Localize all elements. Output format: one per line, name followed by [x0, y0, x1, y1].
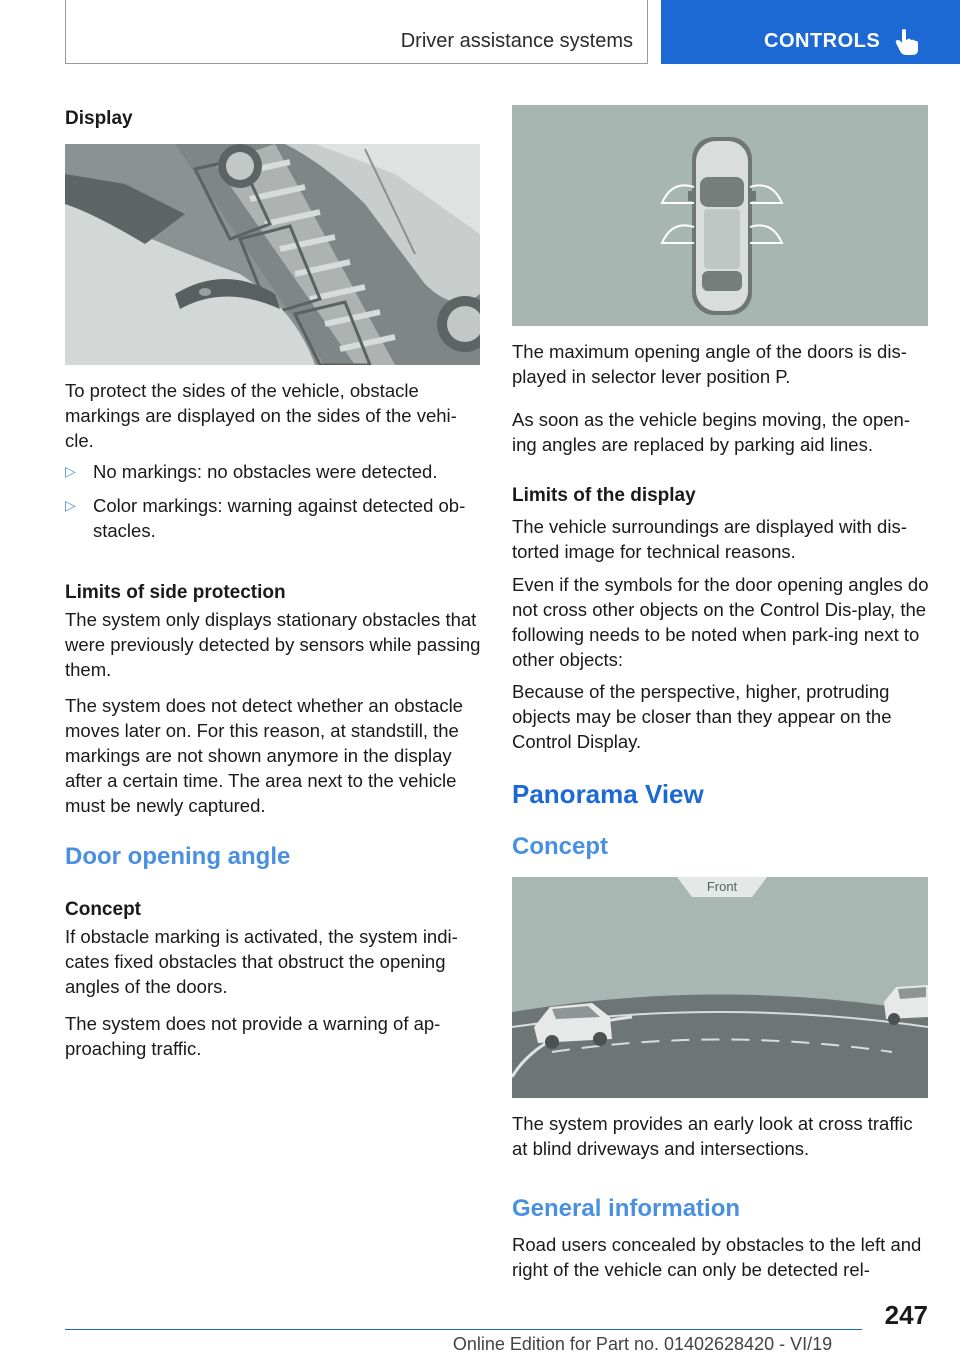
- page-number: 247: [884, 1300, 928, 1330]
- header-section-box: [65, 0, 648, 64]
- side-protection-display-image: [65, 144, 480, 365]
- front-label: Front: [706, 879, 738, 894]
- bullet-triangle-icon: ▷: [65, 463, 76, 479]
- header-tab-label: CONTROLS: [764, 30, 881, 52]
- door-concept-heading: Concept: [65, 899, 141, 920]
- pointing-hand-icon: [894, 28, 920, 56]
- right-p2: As soon as the vehicle begins moving, the open-ing angles are replaced by parking aid lines.: [512, 409, 910, 455]
- limits-display-p2: Even if the symbols for the door opening angles do not cross other objects on the Control Dis-play, the following needs to be noted when park-ing next to other objects:: [512, 574, 929, 670]
- panorama-view-image: [512, 877, 928, 1098]
- panorama-concept-heading: Concept: [512, 833, 608, 860]
- limits-display-heading: Limits of the display: [512, 485, 696, 506]
- right-p1: The maximum opening angle of the doors is dis-played in selector lever position P.: [512, 341, 907, 387]
- panorama-concept-p: The system provides an early look at cross traffic at blind driveways and intersections.: [512, 1113, 913, 1159]
- door-opening-angle-image: [512, 105, 928, 326]
- footer-divider: [65, 1329, 862, 1330]
- door-concept-p2: The system does not provide a warning of ap-proaching traffic.: [65, 1013, 441, 1059]
- general-information-heading: General information: [512, 1195, 741, 1222]
- limits-display-p1: The vehicle surroundings are displayed with dis-torted image for technical reasons.: [512, 516, 907, 562]
- display-intro: To protect the sides of the vehicle, obstacle markings are displayed on the sides of the vehi-cle.: [65, 380, 457, 451]
- general-information-p: Road users concealed by obstacles to the left and right of the vehicle can only be detected rel-: [512, 1234, 922, 1280]
- limits-side-protection-p1: The system only displays stationary obstacles that were previously detected by sensors while passing them.: [65, 609, 481, 680]
- header-section-title: Driver assistance systems: [400, 30, 633, 52]
- limits-display-p3: Because of the perspective, higher, protruding objects may be closer than they appear on the Control Display.: [512, 681, 892, 752]
- footer-edition-wrapper: [0, 1334, 960, 1355]
- door-concept-p1: If obstacle marking is activated, the system indi-cates fixed obstacles that obstruct the opening angles of the doors.: [65, 926, 458, 997]
- display-heading: Display: [65, 108, 133, 129]
- footer-edition: Online Edition for Part no. 01402628420 - VI/19: [452, 1334, 833, 1354]
- limits-side-protection-p2: The system does not detect whether an obstacle moves later on. For this reason, at standstill, the markings are not shown anymore in the display after a certain time. The area next to the vehicle must be newly captured.: [65, 695, 463, 816]
- limits-side-protection-heading: Limits of side protection: [65, 582, 286, 603]
- door-opening-angle-heading: Door opening angle: [65, 843, 291, 870]
- bullet-triangle-icon: ▷: [65, 497, 76, 513]
- header-controls-tab[interactable]: [661, 0, 960, 64]
- panorama-view-heading: Panorama View: [512, 779, 704, 809]
